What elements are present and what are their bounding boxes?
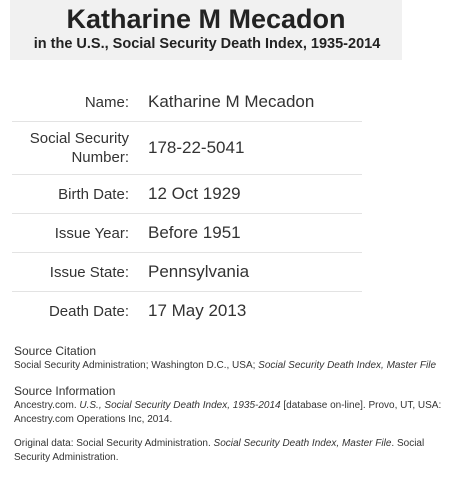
record-value: 12 Oct 1929 bbox=[148, 184, 241, 203]
record-row-ssn bbox=[12, 122, 362, 175]
record-value: 178-22-5041 bbox=[148, 138, 245, 157]
record-row-birth-date bbox=[12, 175, 362, 214]
source-citation-text bbox=[14, 359, 454, 373]
orig-text-b: . Social Security Administration. bbox=[14, 438, 425, 463]
record-label: Death Date: bbox=[48, 302, 129, 320]
info-database-title: U.S., Social Security Death Index, 1935-2014 bbox=[79, 400, 281, 411]
info-text-a: Ancestry.com. bbox=[14, 400, 80, 411]
source-citation bbox=[14, 343, 454, 373]
record-row-death-date bbox=[12, 292, 362, 330]
record-label: Name: bbox=[84, 93, 129, 111]
page-title: Katharine M Mecadon bbox=[66, 4, 346, 34]
record-label: Issue Year: bbox=[54, 224, 129, 242]
record-table bbox=[12, 83, 362, 330]
page-subtitle: in the U.S., Social Security Death Index, 1935-2014 bbox=[33, 36, 381, 52]
orig-text-a: Original data: Social Security Administration. bbox=[14, 438, 214, 449]
record-label: Birth Date: bbox=[58, 185, 129, 203]
orig-title: Social Security Death Index, Master File bbox=[213, 438, 392, 449]
record-value: 17 May 2013 bbox=[148, 301, 247, 320]
source-citation-heading: Source Citation bbox=[14, 344, 97, 358]
record-value: Before 1951 bbox=[148, 223, 241, 242]
info-text-b: [database on-line]. Provo, UT, USA: Ancestry.com Operations Inc, 2014. bbox=[14, 400, 442, 425]
original-data-text bbox=[14, 437, 454, 465]
record-value: Katharine M Mecadon bbox=[148, 92, 315, 111]
record-label: Social Security Number: bbox=[29, 130, 129, 166]
record-value: Pennsylvania bbox=[148, 262, 250, 281]
citation-title: Social Security Death Index, Master File bbox=[258, 360, 437, 371]
source-information-heading: Source Information bbox=[14, 384, 116, 398]
record-label: Issue State: bbox=[49, 263, 129, 281]
source-information bbox=[14, 383, 454, 465]
record-row-issue-state bbox=[12, 253, 362, 292]
record-row-issue-year bbox=[12, 214, 362, 253]
source-information-text bbox=[14, 399, 454, 427]
record-row-name bbox=[12, 83, 362, 122]
citation-text: Social Security Administration; Washington D.C., USA; bbox=[14, 360, 259, 371]
